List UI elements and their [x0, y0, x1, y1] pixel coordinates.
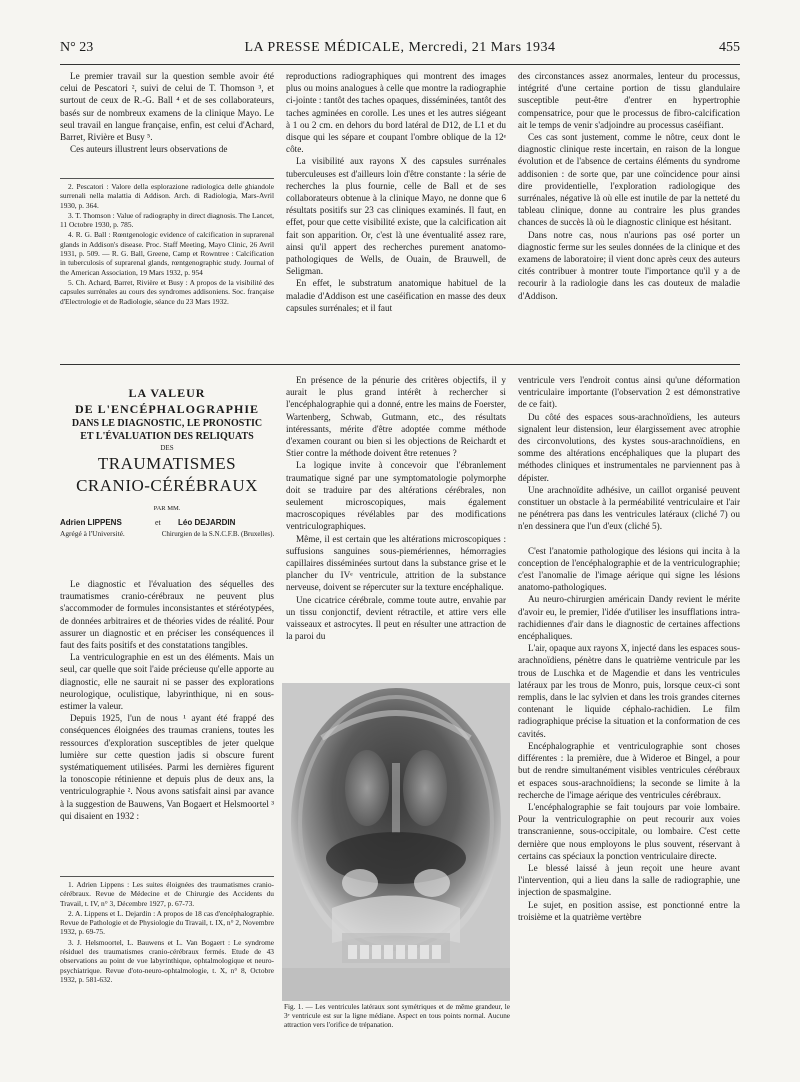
- top-col-3: [518, 70, 740, 352]
- paragraph: C'est l'anatomie pathologique des lésions qui incita à la conception de l'encéphalographie et de la ventriculographie; c'est l'anomalie de l'image aérique qui signe les lésions anatomo-pathologiques.: [518, 545, 740, 593]
- footnote-rule: [60, 876, 274, 877]
- article-heading: [60, 385, 274, 552]
- paragraph: Du côté des espaces sous-arachnoïdiens, les auteurs signalent leur distension, leur élargissement avec atrophie des circonvolutions, des kystes sous-arachnoïdiens, en somme des altérations encéphaliques que la plupart des méthodes cliniques et instrumentales ne parviennent pas à dépister.: [518, 411, 740, 483]
- article-footnotes: [60, 880, 274, 1040]
- paragraph: La visibilité aux rayons X des capsules surrénales tuberculeuses est d'ailleurs loin d'être constante : la série de recherches la plus fournie, celle de Ball et de ses collaborateurs obtenue à la clinique Mayo, ne donne que 6 résultats positifs sur 23 cas cliniques examinés. Il faut, en effet, pour que cette visibilité existe, que la calcification ait fait son apparition. Or, c'est là une éventualité assez rare, ainsi qu'il appert des recherches purement anatomo-pathologiques de Wells, de Ouain, de Brauwell, de Seligman.: [286, 156, 506, 277]
- paragraph: En effet, le substratum anatomique habituel de la maladie d'Addison est une caséification en masse des deux capsules surrénales; et il faut: [286, 278, 506, 313]
- paragraph: Dans notre cas, nous n'aurions pas osé porter un diagnostic ferme sur les seules données de la clinique et des examens de laboratoire; il vient donc après ceux des auteurs cités contribuer à montrer toute l'importance qu'il y a de recourir à la radiologie dans les cas douteux de maladie d'Addison.: [518, 229, 740, 301]
- footnote: 4. R. G. Ball : Rœntgenologic evidence of calcification in suprarenal glands in Addison's disease. Proc. Staff Meeting, Mayo Clinic, 26 Avril 1931, p. 509. — R. G. Ball, Greene, Camp et Rowntree : Calcification in tuberculosis of suprarenal glands, rœntgenographic study. Journal of the American Association, 19 Mars 1932, p. 954: [60, 230, 274, 277]
- paragraph: L'air, opaque aux rayons X, injecté dans les espaces sous-arachnoïdiens, pénètre dans le quatrième ventricule par les trous de Luschka et de Magendie et dans les ventricules latéraux par les trous de Monro, puis, lorsque ceux-ci sont remplis, dans le lac sylvien et dans les trois grandes citernes contenant le liquide céphalo-rachidien. Le film radiographique précise la situation et la conformation de ces cavités.: [518, 643, 740, 739]
- paragraph: reproductions radiographiques qui montrent des images plus ou moins analogues à celle que montre la radiographie ci-jointe : tantôt des taches opaques, disséminées, tantôt des taches agminées en corolle. Les unes et les autres siégeant à 1 ou 2 cm. en dehors du bord latéral de D12, de L1 et du disque qui les sépare et coupant l'ombre oblique de la 12ᵉ côte.: [286, 71, 506, 155]
- footnote: 3. J. Helsmoortel, L. Bauwens et L. Van Bogaert : Le syndrome résiduel des traumatismes cranio-cérébraux fermés. Etude de 43 observations au point de vue labyrinthique, ophtalmologique et neuro-psychiatrique. Revue d'oto-neuro-ophtalmologie, t. X, n° 8, Octobre 1932, p. 581-632.: [60, 937, 274, 984]
- top-col-1: [60, 70, 274, 174]
- paragraph: La logique invite à concevoir que l'ébranlement traumatique signé par une symptomatologie polymorphe doit se traduire par des altérations cérébrales, non seulement microscopiques, mais également macroscopiques révélables par des modifications ventriculographiques.: [286, 460, 506, 532]
- paragraph: Le blessé laissé à jeun reçoit une heure avant l'intervention, qui a lieu dans la salle de radiographie, une injection de spasmalgine.: [518, 862, 740, 898]
- author-2: Léo DEJARDIN: [178, 518, 236, 527]
- top-footnotes: [60, 182, 274, 346]
- author-1-affiliation: Agrégé à l'Université.: [60, 529, 125, 538]
- footnote: 2. Pescatori : Valore della esplorazione radiologica delle ghiandole surrenali nella malattia di Addison. Arch. di Radiologia, Mars-Avril 1930, p. 364.: [60, 182, 274, 210]
- paragraph: ventricule vers l'endroit contus ainsi qu'une déformation ventriculaire importante (l'observation 2 est démonstrative de ce fait).: [518, 375, 740, 410]
- footnote: 5. Ch. Achard, Barret, Rivière et Busy : A propos de la visibilité des capsules surrénales au cours des syndromes addisoniens. Soc. française d'Electrologie et de Radiologie, séance du 23 Mars 1932.: [60, 277, 274, 306]
- paragraph: Encéphalographie et ventriculographie sont choses différentes : la première, due à Wideroe et Bingel, a pour but de rendre simultanément visibles ventricules cérébraux et espaces sous-arachnoïdiens; la seconde se limite à la recherche de l'image aérique des ventricules cérébraux.: [518, 740, 740, 800]
- authors: [60, 518, 274, 552]
- paragraph: Le diagnostic et l'évaluation des séquelles des traumatismes cranio-cérébraux ne peuvent plus s'accommoder de formules inconsistantes et stéréotypées, de données arbitraires et de théories vides de réalité. Pour assurer un diagnostic et en préciser les conséquences il faut des faits positifs et des constatations tangibles.: [60, 579, 274, 651]
- paragraph: En présence de la pénurie des critères objectifs, il y aurait le plus grand intérêt à rechercher si l'encéphalographie qui a donné, entre les mains de Foerster, Wartenberg, Schwab, Gutmann, etc., des résultats intéressants, mérite d'être adoptée comme méthode d'examen courant ou bien si les objections de Reichardt et Stier contre la méthode doivent être retenues ?: [286, 375, 506, 459]
- article-title-line-2: DE L'ENCÉPHALOGRAPHIE: [74, 402, 260, 416]
- paragraph: Le premier travail sur la question semble avoir été celui de Pescatori ², suivi de celui de T. Thomson ³, et surtout de ceux de R.-G. Ball ⁴ et de ses collaborateurs, basés sur de nombreux examens de la clinique Mayo. Le seul travail en langue française, enfin, est celui d'Achard, Barret, Rivière et Busy ⁵.: [60, 71, 274, 143]
- article-subtitle-line-1: DANS LE DIAGNOSTIC, LE PRONOSTIC: [71, 418, 263, 429]
- page-number: 455: [719, 40, 740, 55]
- figure-caption: Fig. 1. — Les ventricules latéraux sont symétriques et de même grandeur, le 3ᵉ ventricule est sur la ligne médiane. Aspect en tous points normal. Aucune attraction vers l'orifice de trépanation.: [284, 1003, 510, 1029]
- article-col-1: [60, 578, 274, 870]
- xray-figure: [282, 683, 510, 1001]
- paragraph: Une arachnoïdite adhésive, un caillot organisé peuvent constituer un obstacle à la perméabilité ventriculaire et l'air ne pénétrera pas dans les ventricules latéraux (cliché 7) ou n'en dessinera que l'un d'eux (cliché 5).: [518, 484, 740, 532]
- footnote: 2. A. Lippens et L. Dejardin : A propos de 18 cas d'encéphalographie. Revue de Pathologie et de Physiologie du Travail, t. IX, n° 2, Novembre 1932, p. 69-75.: [60, 908, 274, 937]
- article-subtitle-line-3: DES: [160, 444, 174, 452]
- header-rule: [60, 64, 740, 65]
- paragraph: L'encéphalographie se fait toujours par voie lombaire. Pour la ventriculographie on peut recourir aux voies transcranienne, sous-occipitale, ou lombaire. C'est cette dernière que nous employons le plus souvent, réservant à certains cas spéciaux la ponction ventriculaire directe.: [518, 801, 740, 861]
- journal-title: LA PRESSE MÉDICALE, Mercredi, 21 Mars 1934: [244, 40, 556, 55]
- article-col-3: [518, 374, 740, 1054]
- paragraph: Une cicatrice cérébrale, comme toute autre, envahie par un tissu conjonctif, devient rétractile, et attire vers elle vaisseaux et astrocytes. Il peut en résulter une attraction de la paroi du: [286, 594, 506, 642]
- paragraph: Même, il est certain que les altérations microscopiques : suffusions sanguines sous-piemériennes, hémorragies capillaires disséminées surtout dans la substance grise et le plancher du IVᵉ ventricule, attrition de la substance nerveuse, doivent se répercuter sur la texture encéphalique.: [286, 533, 506, 593]
- paragraph: Le sujet, en position assise, est ponctionné entre la troisième et la quatrième vertèbre: [518, 899, 740, 922]
- author-conjunction: et: [155, 518, 161, 527]
- paragraph: Ces auteurs illustrent leurs observations de: [70, 144, 228, 155]
- author-2-affiliation: Chirurgien de la S.N.C.F.B. (Bruxelles).: [161, 530, 275, 538]
- article-main-title-1: TRAUMATISMES: [97, 454, 237, 473]
- article-subtitle-line-2: ET L'ÉVALUATION DES RELIQUATS: [80, 431, 254, 442]
- byline: PAR MM.: [153, 505, 181, 512]
- footnote: 1. Adrien Lippens : Les suites éloignées des traumatismes cranio-cérébraux. Revue de Médecine et de Chirurgie des Accidents du Travail, t. IV, n° 3, Décembre 1927, p. 67-73.: [60, 880, 274, 908]
- paragraph: des circonstances assez anormales, lenteur du processus, intégrité d'une certaine portion de tissu glandulaire susceptible peut-être d'entrer en hypertrophie compensatrice, pour que le processus de fibro-calcification ait le temps de venir s'adjoindre au processus caséifiant.: [518, 71, 740, 130]
- footnote: 3. T. Thomson : Value of radiography in direct diagnosis. The Lancet, 11 Octobre 1930, p. 785.: [60, 210, 274, 230]
- footnote-rule: [60, 178, 274, 179]
- top-col-2: [286, 70, 506, 352]
- paragraph: Depuis 1925, l'un de nous ¹ ayant été frappé des conséquences éloignées des traumas craniens, toutes les ressources d'exploration susceptibles de jeter quelque lumière sur cette question jadis si obscure furent systématiquement utilisées. Parmi les dernières figurent la tonoscopie rétinienne et depuis plus de deux ans, la ventriculographie ². Nous avons satisfait ainsi par avance à la suggestion de Bauwens, Van Bogaert et Helsmoortel ³ qui disaient en 1932 :: [60, 713, 274, 821]
- section-rule: [60, 364, 740, 365]
- paragraph: Ces cas sont justement, comme le nôtre, ceux dont le diagnostic clinique reste incertain, en raison de la longue évolution et de l'absence de certains éléments du syndrome addisonien : de sorte que, par une coïncidence pour ainsi dire providentielle, l'exploration radiologique des surrénales, négative là où elle est inutile de par la netteté du tableau clinique, donne au contraire les plus grandes chances de succès là où le diagnostic clinique est hésitant.: [518, 132, 740, 228]
- issue-number: N° 23: [60, 40, 94, 55]
- paragraph: Au neuro-chirurgien américain Dandy revient le mérite d'avoir eu, le premier, l'idée d'utiliser les insufflations intra-rachidiennes d'air dans le diagnostic de certaines affections encéphaliques.: [518, 594, 740, 642]
- article-title-line-1: LA VALEUR: [128, 386, 206, 400]
- article-col-2: [286, 374, 506, 678]
- article-main-title-2: CRANIO-CÉRÉBRAUX: [76, 476, 258, 495]
- paragraph: La ventriculographie en est un des éléments. Mais un seul, car quelle que soit l'aide précieuse qu'elle apporte au diagnostic, elle ne saurait ni se passer des explorations neurologique, oculistique, labyrinthique, ni en sous-estimer la valeur.: [60, 652, 274, 712]
- author-1: Adrien LIPPENS: [60, 518, 122, 527]
- page-header: [60, 40, 740, 64]
